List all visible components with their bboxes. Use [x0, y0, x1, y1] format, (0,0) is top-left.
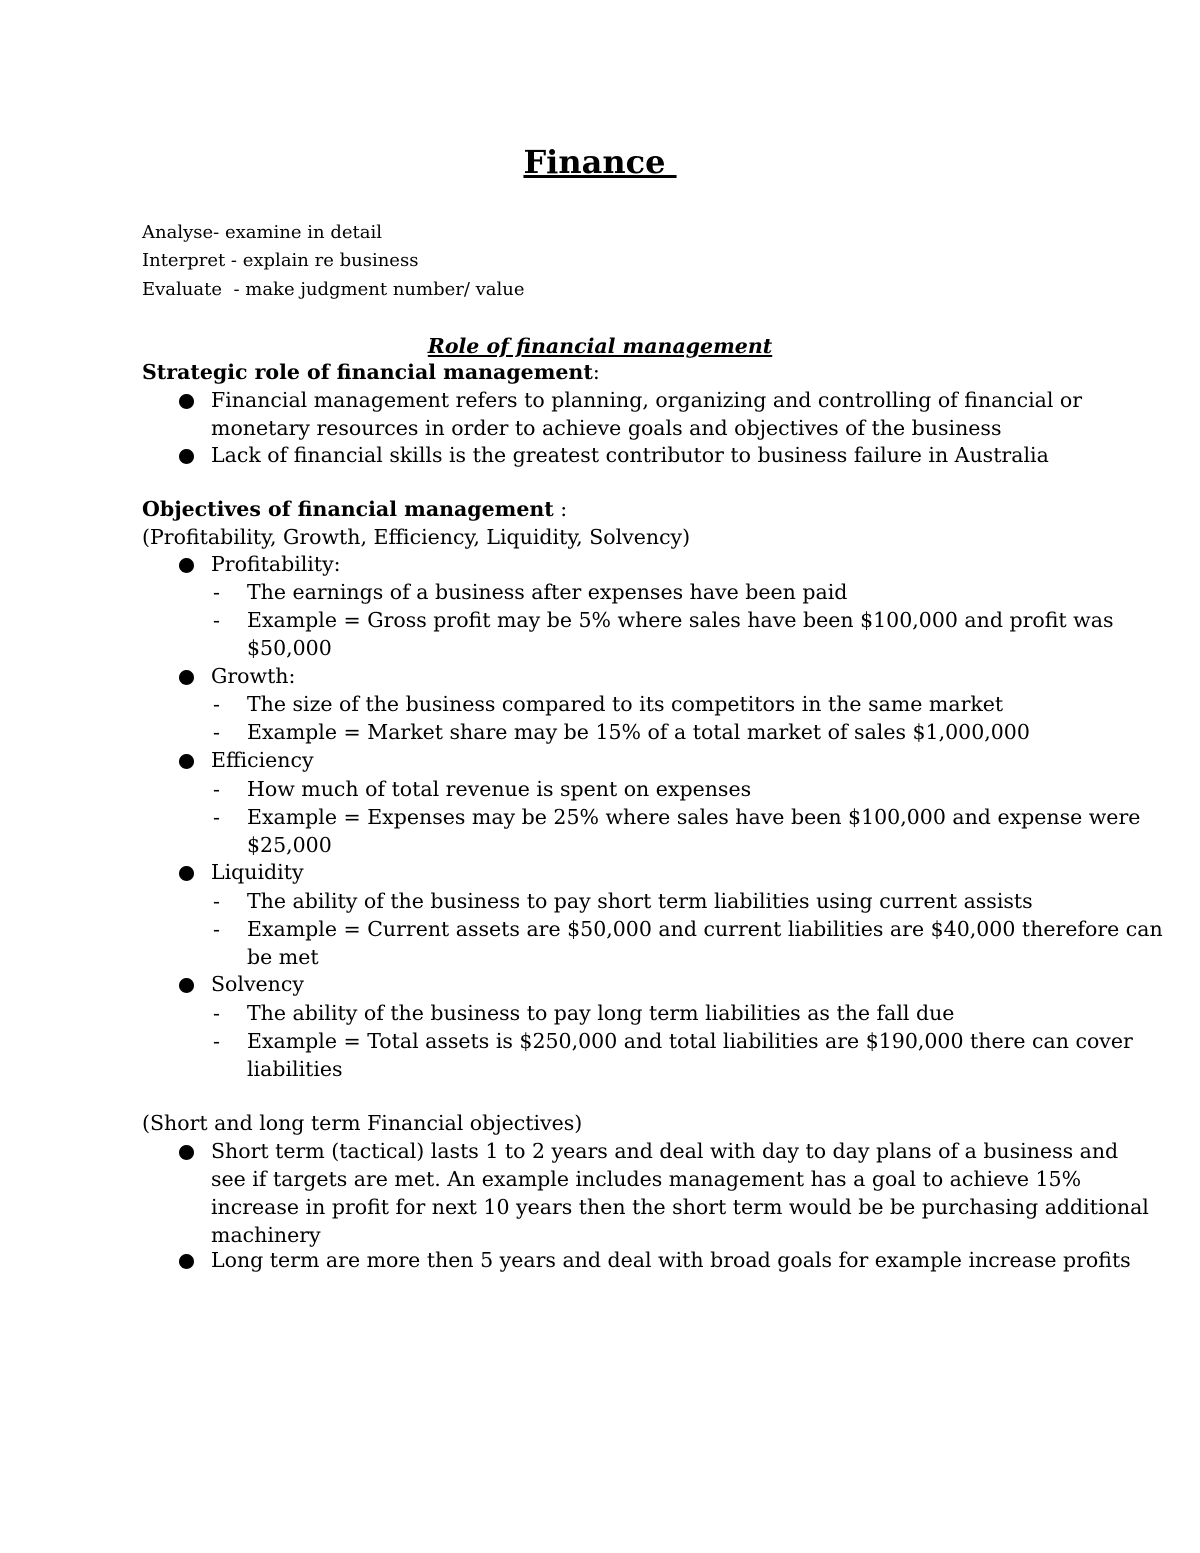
page-title: Finance — [523, 143, 677, 181]
bullet-icon — [179, 754, 194, 769]
growth-sub-2: Example = Market share may be 15% of a total market of sales $1,000,000 — [247, 720, 1030, 744]
dash-marker: - — [213, 720, 220, 744]
dash-marker: - — [213, 889, 220, 913]
bullet-icon — [179, 449, 194, 464]
liquidity-sub-2-line-2: be met — [247, 945, 319, 969]
dash-marker: - — [213, 777, 220, 801]
bullet-icon — [179, 670, 194, 685]
liquidity-sub-1: The ability of the business to pay short term liabilities using current assists — [247, 889, 1033, 913]
terms-subtitle: (Short and long term Financial objectives) — [142, 1111, 583, 1135]
growth-label: Growth: — [211, 664, 296, 688]
bullet-icon — [179, 1145, 194, 1160]
section-heading-role: Role of financial management — [427, 334, 773, 358]
dash-marker: - — [213, 580, 220, 604]
definition-interpret: Interpret - explain re business — [142, 250, 419, 271]
strategic-bullet-1-line-1: Financial management refers to planning, organizing and controlling of financial or — [211, 388, 1083, 412]
efficiency-sub-1: How much of total revenue is spent on expenses — [247, 777, 752, 801]
strategic-bullet-2: Lack of financial skills is the greatest contributor to business failure in Australia — [211, 443, 1049, 467]
dash-marker: - — [213, 1001, 220, 1025]
efficiency-sub-2-line-1: Example = Expenses may be 25% where sales have been $100,000 and expense were — [247, 805, 1141, 829]
objectives-heading-text: Objectives of financial management — [142, 497, 554, 521]
bullet-icon — [179, 394, 194, 409]
terms-bullet-1-line-4: machinery — [211, 1223, 321, 1247]
dash-marker: - — [213, 1029, 220, 1053]
liquidity-sub-2-line-1: Example = Current assets are $50,000 and current liabilities are $40,000 therefore can — [247, 917, 1163, 941]
bullet-icon — [179, 558, 194, 573]
efficiency-label: Efficiency — [211, 748, 314, 772]
definition-analyse: Analyse- examine in detail — [142, 222, 382, 243]
bullet-icon — [179, 1254, 194, 1269]
terms-bullet-1-line-1: Short term (tactical) lasts 1 to 2 years and deal with day to day plans of a business and — [211, 1139, 1119, 1163]
terms-bullet-1-line-2: see if targets are met. An example includes management has a goal to achieve 15% — [211, 1167, 1082, 1191]
definition-evaluate: Evaluate - make judgment number/ value — [142, 279, 525, 300]
strategic-heading — [142, 362, 600, 383]
profitability-label: Profitability: — [211, 552, 341, 576]
solvency-label: Solvency — [211, 972, 304, 996]
dash-marker: - — [213, 608, 220, 632]
solvency-sub-1: The ability of the business to pay long term liabilities as the fall due — [247, 1001, 955, 1025]
objectives-subtitle: (Profitability, Growth, Efficiency, Liquidity, Solvency) — [142, 525, 691, 549]
strategic-heading-colon: : — [592, 360, 600, 384]
bullet-icon — [179, 978, 194, 993]
terms-bullet-2: Long term are more then 5 years and deal with broad goals for example increase profits — [211, 1248, 1131, 1272]
profitability-sub-1: The earnings of a business after expenses have been paid — [247, 580, 848, 604]
strategic-bullet-1-line-2: monetary resources in order to achieve goals and objectives of the business — [211, 416, 1002, 440]
solvency-sub-2-line-1: Example = Total assets is $250,000 and total liabilities are $190,000 there can cover — [247, 1029, 1133, 1053]
growth-sub-1: The size of the business compared to its competitors in the same market — [247, 692, 1004, 716]
liquidity-label: Liquidity — [211, 860, 304, 884]
terms-bullet-1-line-3: increase in profit for next 10 years then the short term would be be purchasing additional — [211, 1195, 1149, 1219]
objectives-heading — [142, 499, 567, 520]
objectives-heading-colon: : — [553, 497, 568, 521]
strategic-heading-text: Strategic role of financial management — [142, 360, 593, 384]
profitability-sub-2-line-1: Example = Gross profit may be 5% where sales have been $100,000 and profit was — [247, 608, 1114, 632]
efficiency-sub-2-line-2: $25,000 — [247, 833, 332, 857]
solvency-sub-2-line-2: liabilities — [247, 1057, 343, 1081]
dash-marker: - — [213, 805, 220, 829]
dash-marker: - — [213, 692, 220, 716]
dash-marker: - — [213, 917, 220, 941]
bullet-icon — [179, 866, 194, 881]
profitability-sub-2-line-2: $50,000 — [247, 636, 332, 660]
